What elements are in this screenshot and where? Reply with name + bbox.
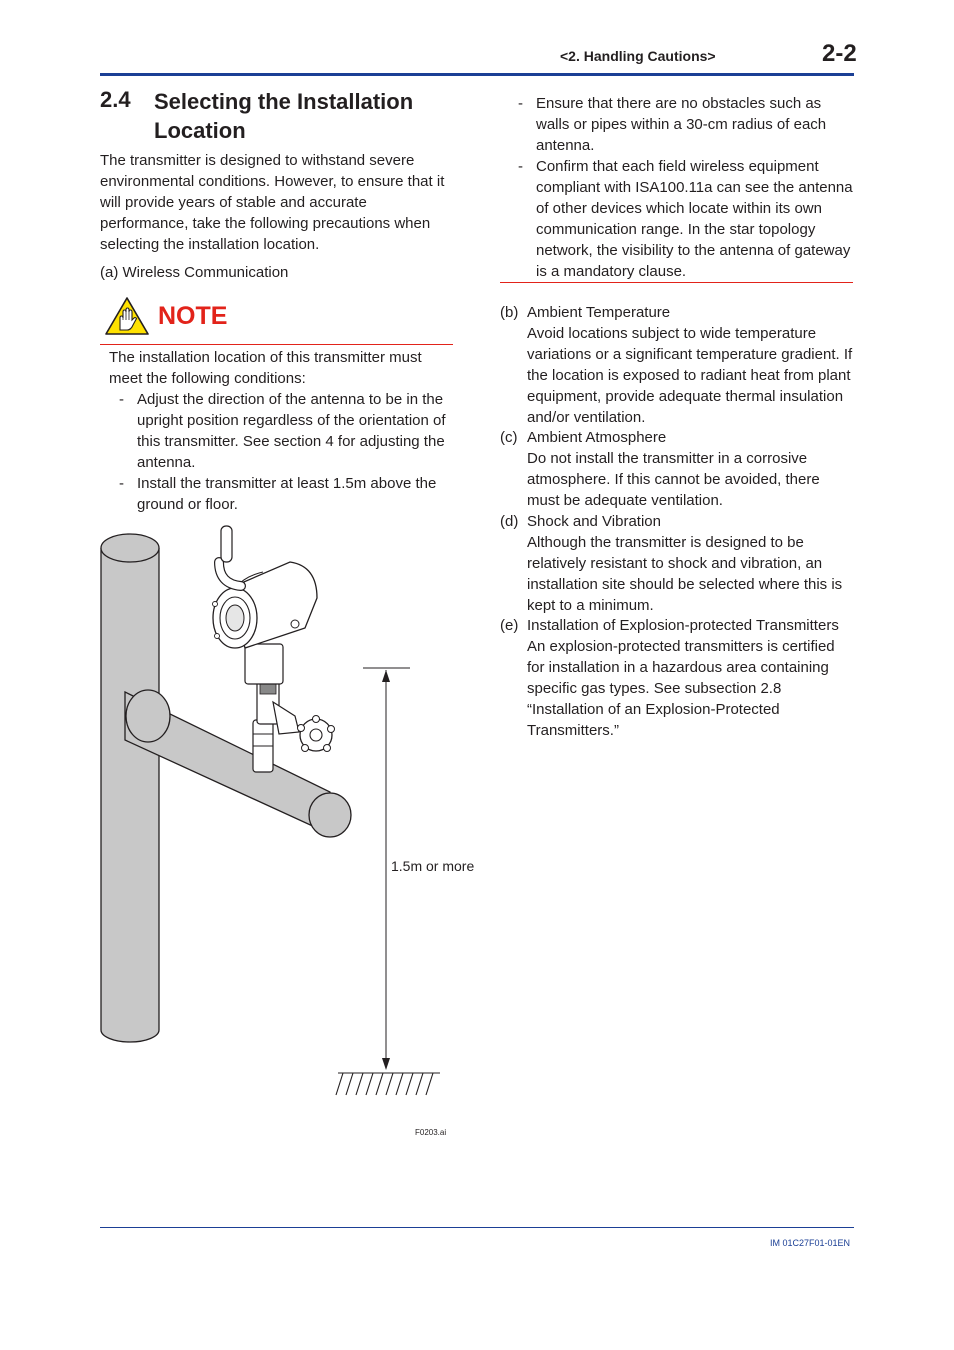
condition-title: Shock and Vibration <box>527 513 661 530</box>
dimension-arrow-up <box>382 670 390 682</box>
list-item: - Adjust the direction of the antenna to be in the upright position regardless of the orientation of this transmitter. See section 4 for adjusting the antenna. <box>109 389 454 473</box>
list-item: - Install the transmitter at least 1.5m above the ground or floor. <box>109 473 454 515</box>
horizontal-pipe-end <box>309 793 351 837</box>
condition-label: (d) <box>500 513 519 530</box>
section-title: Selecting the Installation Location <box>154 89 414 143</box>
condition-title: Ambient Atmosphere <box>527 429 667 446</box>
list-item: - Ensure that there are no obstacles such as walls or pipes within a 30-cm radius of each antenna. <box>508 93 853 156</box>
note-lead-text: The installation location of this transmitter must meet the following conditions: <box>109 349 422 387</box>
condition-title: Installation of Explosion-protected Transmitters <box>527 617 839 634</box>
condition-text: Do not install the transmitter in a corrosive atmosphere. If this cannot be avoided, there must be adequate ventilation. <box>527 450 820 509</box>
figure-file-code: F0203.ai <box>415 1128 447 1137</box>
ground-hatch <box>336 1073 440 1095</box>
antenna <box>219 526 241 586</box>
list-item: - Confirm that each field wireless equipment compliant with ISA100.11a can see the antenna of other devices which locate within its own communication range. In the star topology network, the visibility to the antenna of gateway is a mandatory clause. <box>508 156 853 282</box>
document-number: IM 01C27F01-01EN <box>770 1238 851 1248</box>
section-number: 2.4 <box>100 87 131 112</box>
dimension-label: 1.5m or more <box>391 858 475 874</box>
note-title: NOTE <box>158 302 228 330</box>
condition-label: (e) <box>500 617 519 634</box>
vertical-pipe-top <box>101 534 159 562</box>
caution-hand-icon <box>104 296 150 336</box>
valve-handwheel <box>298 716 335 752</box>
header-divider <box>100 73 854 76</box>
condition-explosion-protected <box>500 615 854 741</box>
condition-ambient-temperature <box>500 302 854 428</box>
condition-label: (b) <box>500 304 519 321</box>
condition-ambient-atmosphere <box>500 427 854 511</box>
condition-label: (c) <box>500 429 518 446</box>
subsection-a-heading: (a) Wireless Communication <box>100 264 289 281</box>
header-section-title: <2. Handling Cautions> <box>560 48 716 64</box>
condition-shock-vibration <box>500 511 854 616</box>
vertical-pipe <box>101 548 159 1042</box>
page-number: 2-2 <box>822 40 857 67</box>
condition-text: Avoid locations subject to wide temperature variations or a significant temperature gradient. If the location is exposed to radiant heat from plant equipment, provide adequate thermal insulation and/or ventilation. <box>527 325 853 426</box>
note-conditions-list <box>109 389 454 515</box>
note-bottom-rule <box>500 282 853 283</box>
condition-title: Ambient Temperature <box>527 304 671 321</box>
installation-figure <box>95 520 495 1140</box>
dimension-arrow-down <box>382 1058 390 1070</box>
note-conditions-list-continued <box>508 93 853 282</box>
condition-text: Although the transmitter is designed to be relatively resistant to shock and vibration, an installation site should be selected where this is kept to a minimum. <box>527 534 843 614</box>
note-top-rule <box>100 344 453 345</box>
intro-paragraph: The transmitter is designed to withstand severe environmental conditions. However, to ensure that it will provide years of stable and accurate performance, take the following precautions when selecting the installation location. <box>100 152 445 253</box>
footer-divider <box>100 1227 854 1228</box>
condition-text: An explosion-protected transmitters is certified for installation in a hazardous area containing specific gas types. See subsection 2.8 “Installation of an Explosion-Protected Transmitters.” <box>527 638 835 739</box>
